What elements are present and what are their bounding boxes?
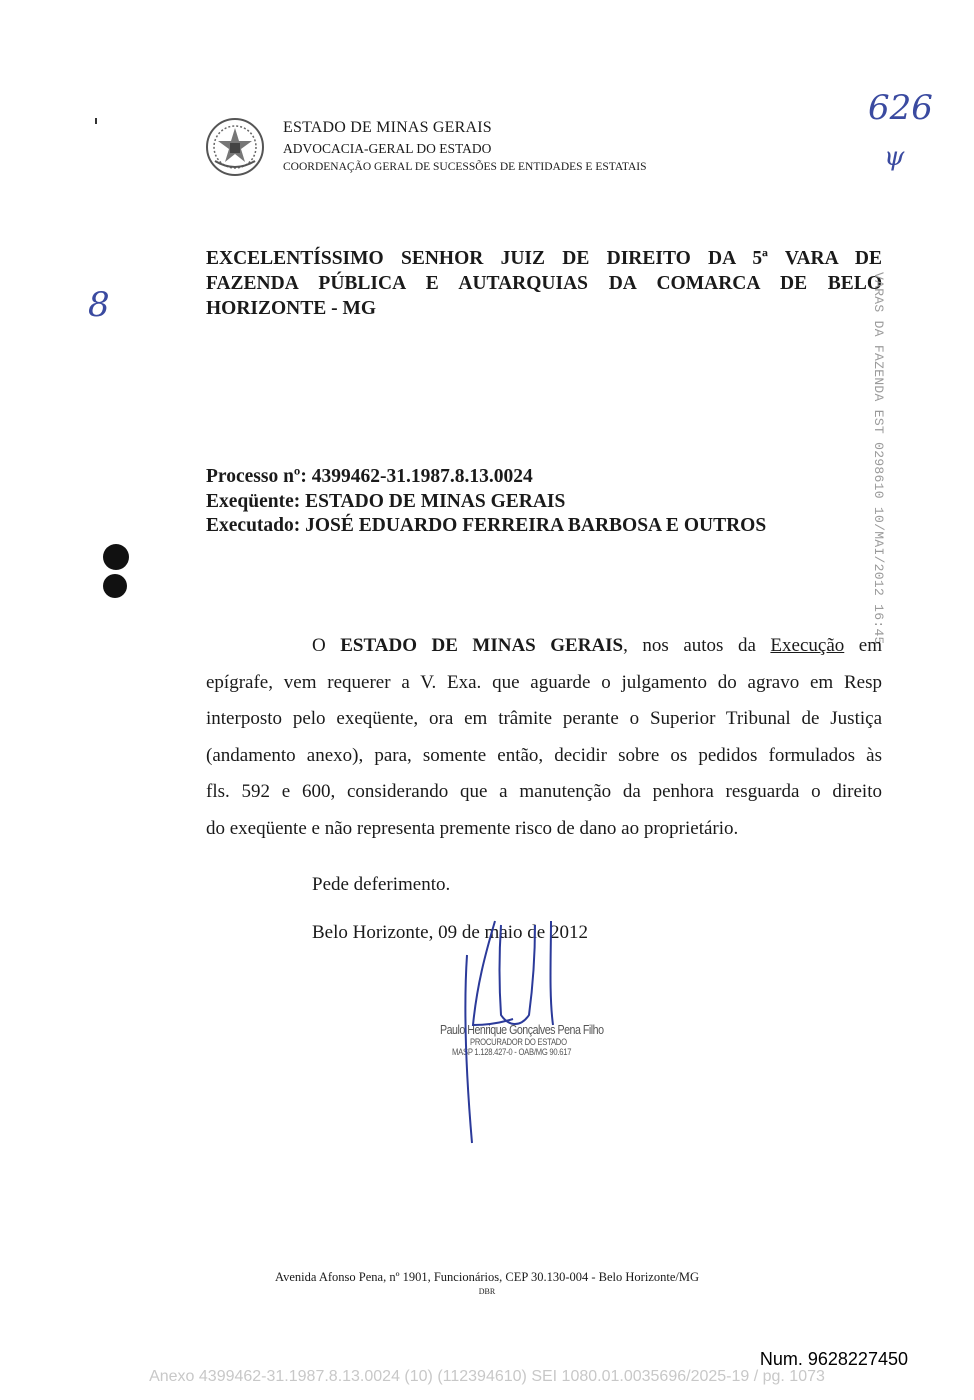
header-agency: ADVOCACIA-GERAL DO ESTADO (283, 141, 492, 156)
signer-name: Paulo Henrique Gonçalves Pena Filho (440, 1022, 604, 1037)
header-coordination: COORDENAÇÃO GERAL DE SUCESSÕES DE ENTIDADES E ESTATAIS (283, 161, 647, 173)
body-action-type: Execução (770, 635, 845, 656)
body-line-2: epígrafe, vem requerer a V. Exa. que aguarde o julgamento do agravo em Resp (206, 671, 882, 693)
state-seal-icon (205, 117, 265, 177)
closing-date: Belo Horizonte, 09 de maio de 2012 (312, 922, 588, 943)
addressee-line-1: EXCELENTÍSSIMO SENHOR JUIZ DE DIREITO DA 5ª VARA DE (206, 248, 882, 269)
body-line-5: fls. 592 e 600, considerando que a manutenção da penhora resguarda o direito (206, 781, 882, 802)
addressee-line-3: HORIZONTE - MG (206, 298, 377, 319)
handwritten-page-number: 626 (868, 88, 933, 128)
receipt-stamp (866, 272, 890, 645)
case-number: Processo nº: 4399462-31.1987.8.13.0024 (206, 466, 533, 487)
body-line-3: interposto pelo exeqüente, ora em trâmite perante o Superior Tribunal de Justiça (206, 708, 882, 729)
handwritten-signature (455, 915, 575, 1150)
addressee (206, 246, 882, 321)
body-text: O (312, 635, 341, 656)
case-defendant: Executado: JOSÉ EDUARDO FERREIRA BARBOSA E OUTROS (206, 515, 767, 536)
annex-reference: Anexo 4399462-31.1987.8.13.0024 (10) (112394610) SEI 1080.01.0035696/2025-19 / pg. 1073 (149, 1368, 825, 1385)
margin-mark (95, 118, 97, 124)
footer-initials: DBR (478, 1287, 496, 1296)
case-plaintiff: Exeqüente: ESTADO DE MINAS GERAIS (206, 490, 566, 512)
body-line-4: (andamento anexo), para, somente então, decidir sobre os pedidos formulados às (206, 744, 882, 766)
body-line-1 (206, 628, 882, 665)
header-state: ESTADO DE MINAS GERAIS (283, 119, 492, 136)
punch-hole (103, 574, 127, 598)
body-text: em (844, 635, 883, 656)
receipt-stamp-text: VARAS DA FAZENDA EST 0298610 10/MAI/2012 16:45 (871, 272, 886, 645)
signer-registration: MASP 1.128.427-0 - OAB/MG 90.617 (452, 1047, 572, 1057)
body-text: , nos autos da (623, 635, 771, 656)
document-number: Num. 9628227450 (759, 1349, 908, 1369)
footer-address: Avenida Afonso Pena, nº 1901, Funcionários, CEP 30.130-004 - Belo Horizonte/MG (275, 1270, 699, 1284)
punch-hole (103, 544, 129, 570)
addressee-line-2: FAZENDA PÚBLICA E AUTARQUIAS DA COMARCA DE BELO (206, 273, 882, 294)
handwritten-page-mark: ψ (884, 142, 905, 172)
signer-title: PROCURADOR DO ESTADO (470, 1037, 567, 1047)
handwritten-side-mark: 8 (88, 285, 110, 325)
closing-request: Pede deferimento. (312, 874, 451, 895)
body-line-6: do exeqüente e não representa premente risco de dano ao proprietário. (206, 817, 739, 839)
petition-body (206, 628, 882, 847)
case-info (206, 465, 766, 539)
body-party-name: ESTADO DE MINAS GERAIS (340, 635, 624, 656)
